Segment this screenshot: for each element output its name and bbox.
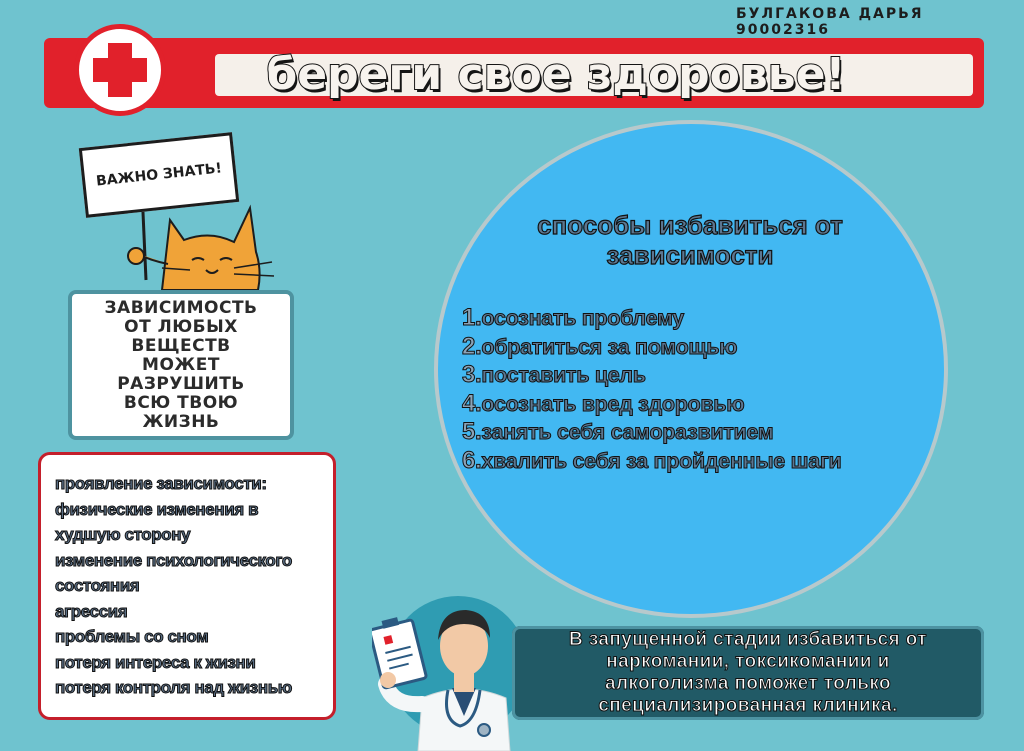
- symptom-line: изменение психологического: [55, 550, 292, 570]
- warning-text: [104, 299, 257, 432]
- symptom-line: потеря интереса к жизни: [55, 652, 256, 672]
- author-credit: БУЛГАКОВА ДАРЬЯ 90002316: [736, 6, 924, 38]
- clinic-text: [569, 629, 927, 717]
- warning-line: ВСЮ ТВОЮ: [123, 392, 239, 413]
- ways-steps: [462, 304, 841, 476]
- symptoms-box: [38, 452, 336, 720]
- clinic-line: наркомании, токсикомании и: [606, 651, 890, 672]
- step-number: 5.: [462, 418, 482, 446]
- warning-line: ЗАВИСИМОСТЬ: [104, 297, 258, 318]
- warning-line: ОТ ЛЮБЫХ: [124, 316, 238, 337]
- step-text: занять себя саморазвитием: [481, 420, 774, 445]
- step-item: [462, 304, 841, 333]
- clinic-box: [512, 626, 984, 720]
- step-item: [462, 361, 841, 390]
- step-item: [462, 447, 841, 476]
- ways-title-line: зависимости: [606, 240, 774, 270]
- step-item: [462, 418, 841, 447]
- symptom-line: худшую сторону: [55, 525, 191, 544]
- step-number: 1.: [462, 304, 482, 331]
- symptom-line: проявление зависимости:: [55, 474, 267, 493]
- warning-box: [68, 290, 294, 440]
- clipboard-icon: [372, 617, 427, 688]
- warning-line: ВЕЩЕСТВ: [131, 335, 231, 356]
- warning-line: ЖИЗНЬ: [142, 411, 220, 432]
- step-number: 4.: [462, 389, 482, 417]
- symptom-line: физические изменения в: [55, 499, 259, 519]
- step-text: осознать проблему: [481, 306, 684, 330]
- step-text: хвалить себя за пройденные шаги: [481, 448, 842, 473]
- step-item: [462, 390, 841, 419]
- clinic-line: специализированная клиника.: [598, 695, 898, 716]
- ways-title: [470, 210, 910, 270]
- symptom-line: потеря контроля над жизнью: [55, 678, 292, 697]
- step-text: поставить цель: [481, 363, 646, 388]
- symptom-line: агрессия: [55, 601, 128, 621]
- step-number: 6.: [462, 446, 482, 474]
- symptom-line: проблемы со сном: [55, 627, 209, 646]
- warning-line: РАЗРУШИТЬ: [117, 373, 245, 394]
- step-item: [462, 333, 841, 362]
- page-title: береги свое здоровье!: [266, 48, 846, 100]
- symptom-line: состояния: [55, 576, 140, 595]
- step-text: осознать вред здоровью: [481, 391, 745, 416]
- clinic-line: В запущенной стадии избавиться от: [569, 629, 927, 650]
- step-number: 3.: [462, 361, 482, 389]
- ways-title-line: способы избавиться от: [537, 210, 843, 240]
- step-number: 2.: [462, 332, 482, 360]
- red-cross-icon: [74, 24, 166, 116]
- step-text: обратиться за помощью: [481, 334, 738, 359]
- warning-line: МОЖЕТ: [142, 354, 220, 375]
- clinic-line: алкоголизма поможет только: [605, 673, 891, 694]
- important-sign: ВАЖНО ЗНАТЬ!: [79, 132, 239, 218]
